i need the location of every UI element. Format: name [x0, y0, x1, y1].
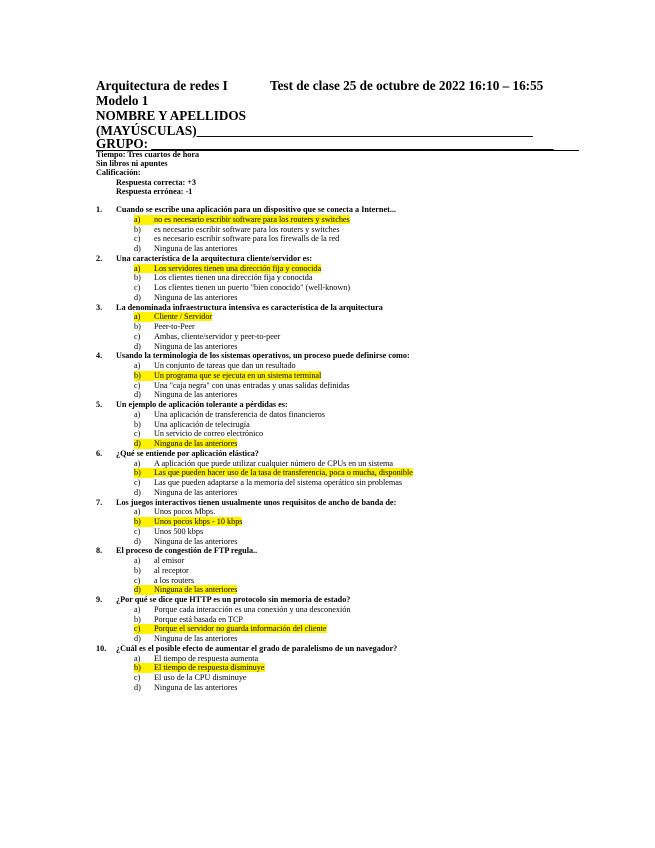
- option-text: Las que pueden hacer uso de la tasa de transferencia, poca o mucha, disponible: [154, 468, 413, 478]
- option-text: Las que pueden adaptarse a la memoria del sistema operático sin problemas: [154, 478, 403, 487]
- option-text: Una "caja negra" con unas entradas y unas salidas definidas: [154, 380, 350, 390]
- option-text: es necesario escribir software para los firewalls de la red: [154, 234, 340, 244]
- question-text: Cuando se escribe una aplicación para un dispositivo que se conecta a Internet...: [116, 205, 396, 214]
- option-letter: c): [134, 526, 141, 536]
- option-letter: a): [134, 458, 141, 468]
- option: [96, 615, 576, 625]
- option-text: Porque está basada en TCP: [154, 614, 243, 624]
- question: [96, 449, 576, 459]
- option-letter: c): [134, 575, 141, 585]
- option-letter: a): [134, 653, 141, 663]
- option-text: al receptor: [154, 565, 189, 575]
- option-letter: c): [134, 380, 141, 390]
- option-letter: b): [134, 419, 141, 429]
- option-letter: c): [134, 331, 141, 341]
- option-correct: [96, 439, 576, 449]
- option: [96, 234, 576, 244]
- question-number: 5.: [96, 400, 103, 409]
- option-letter: a): [134, 507, 141, 517]
- option-letter: d): [134, 487, 141, 497]
- wrong-score: Respuesta errónea: -1: [116, 186, 193, 196]
- option-letter: a): [134, 264, 154, 274]
- question-text: ¿Por qué se dice que HTTP es un protocolo sin memoria de estado?: [116, 595, 351, 604]
- option-text: Ambas, cliente/servidor y peer-to-peer: [154, 331, 281, 341]
- option-correct: [96, 585, 576, 595]
- option: [96, 566, 576, 576]
- option-letter: b): [134, 224, 141, 234]
- option-text: Porque el servidor no guarda información del cliente: [154, 624, 327, 634]
- option: [96, 390, 576, 400]
- option-letter: d): [134, 390, 141, 400]
- option-text: Ninguna de las anteriores: [154, 244, 238, 253]
- question-text: Los juegos interactivos tienen usualmente unos requisitos de ancho de banda de:: [116, 497, 397, 507]
- option: [96, 488, 576, 498]
- option-text: Unos pocos Mbps.: [154, 507, 216, 517]
- option: [96, 293, 576, 303]
- option: [96, 576, 576, 586]
- question: [96, 351, 576, 361]
- option-letter: a): [134, 361, 141, 370]
- name-label: NOMBRE Y APELLIDOS: [96, 108, 246, 123]
- option-correct: [96, 215, 576, 225]
- question-text: Una característica de la arquitectura cliente/servidor es:: [116, 253, 313, 263]
- books-label: Sin libros ni apuntes: [96, 159, 168, 169]
- option-text: El tiempo de respuesta disminuye: [154, 663, 265, 673]
- question-number: 3.: [96, 302, 103, 312]
- option: [96, 556, 576, 566]
- model-label: Modelo 1: [96, 93, 149, 108]
- caps-label: (MAYÚSCULAS)___________________________________________________: [96, 123, 533, 138]
- option: [96, 683, 576, 693]
- option-text: A aplicación que puede utilizar cualquier número de CPUs en un sistema: [154, 458, 393, 468]
- group-label: GRUPO: _____________________________________________________________: [96, 136, 554, 151]
- option: [96, 244, 576, 254]
- option-text: Un programa que se ejecuta en un sistema terminal: [154, 370, 322, 380]
- option-text: es necesario escribir software para los routers y switches: [154, 224, 340, 234]
- option: [96, 673, 576, 683]
- option-letter: a): [134, 556, 141, 565]
- question-number: 1.: [96, 205, 103, 214]
- question-number: 4.: [96, 351, 103, 361]
- option-letter: d): [134, 634, 141, 643]
- option-letter: d): [134, 292, 141, 302]
- option: [96, 410, 576, 420]
- option: [96, 527, 576, 537]
- question: [96, 546, 576, 556]
- option-letter: c): [134, 283, 141, 292]
- option: [96, 381, 576, 391]
- option-text: Ninguna de las anteriores: [154, 439, 238, 448]
- option-text: Ninguna de las anteriores: [154, 390, 238, 400]
- option-letter: b): [134, 371, 154, 381]
- question-text: Usando la terminología de los sistemas operativos, un proceso puede definirse como:: [116, 351, 410, 361]
- question-number: 9.: [96, 595, 103, 604]
- option-letter: b): [134, 273, 141, 283]
- option-letter: a): [134, 409, 141, 419]
- option-correct: [96, 517, 576, 527]
- question: [96, 303, 576, 313]
- grading-label: Calificación:: [96, 168, 141, 178]
- option-correct: [96, 264, 576, 274]
- question-text: ¿Cuál es el posible efecto de aumentar el grado de paralelismo de un navegador?: [116, 643, 398, 653]
- option: [96, 537, 576, 547]
- option-letter: c): [134, 429, 141, 439]
- option-letter: a): [134, 312, 154, 322]
- question-number: 7.: [96, 497, 103, 507]
- exam-meta: [96, 150, 199, 196]
- option-text: a los routers: [154, 575, 195, 585]
- question: [96, 205, 576, 215]
- option: [96, 429, 576, 439]
- question-number: 6.: [96, 448, 103, 458]
- option-text: Un servicio de correo electrónico: [154, 429, 264, 439]
- option: [96, 605, 576, 615]
- option-letter: d): [134, 585, 154, 595]
- option-text: Porque cada interacción es una conexión y una desconexión: [154, 604, 351, 614]
- option-letter: a): [134, 604, 141, 614]
- option-letter: c): [134, 624, 154, 634]
- question: [96, 498, 576, 508]
- option: [96, 332, 576, 342]
- option-letter: b): [134, 614, 141, 624]
- question-number: 2.: [96, 253, 103, 263]
- question-number: 10.: [96, 643, 107, 653]
- option: [96, 361, 576, 371]
- option: [96, 459, 576, 469]
- option-text: Cliente / Servidor: [154, 312, 213, 322]
- question-text: El proceso de congestión de FTP regula..: [116, 546, 258, 556]
- option-letter: d): [134, 341, 141, 351]
- option-correct: [96, 624, 576, 634]
- option-text: Un conjunto de tareas que dan un resultado: [154, 361, 296, 370]
- option-text: no es necesario escribir software para los routers y switches: [154, 214, 350, 224]
- option-text: Ninguna de las anteriores: [154, 487, 238, 497]
- test-title: Test de clase 25 de octubre de 2022 16:10 – 16:55: [270, 78, 544, 93]
- option-text: El tiempo de respuesta aumenta: [154, 653, 259, 663]
- option-letter: b): [134, 663, 154, 673]
- option: [96, 322, 576, 332]
- option-correct: [96, 371, 576, 381]
- option-text: Ninguna de las anteriores: [154, 682, 238, 692]
- option-text: Los clientes tienen un puerto "bien conocido" (well-known): [154, 283, 351, 292]
- option-text: Los clientes tienen una dirección fija y conocida: [154, 273, 313, 283]
- option-letter: a): [134, 215, 154, 225]
- question-list: [96, 205, 576, 693]
- option-letter: d): [134, 244, 141, 253]
- option-letter: b): [134, 322, 141, 331]
- option: [96, 420, 576, 430]
- option: [96, 634, 576, 644]
- option-correct: [96, 312, 576, 322]
- option: [96, 273, 576, 283]
- option: [96, 342, 576, 352]
- option-text: al emisor: [154, 556, 185, 565]
- option: [96, 225, 576, 235]
- option-letter: b): [134, 565, 141, 575]
- question-text: ¿Qué se entiende por aplicación elástica?: [116, 448, 259, 458]
- option-letter: b): [134, 468, 154, 478]
- question-text: Un ejemplo de aplicación tolerante a pérdidas es:: [116, 400, 288, 409]
- option-text: Ninguna de las anteriores: [154, 585, 238, 595]
- option-text: Ninguna de las anteriores: [154, 536, 238, 546]
- question: [96, 400, 576, 410]
- option-text: Los servidores tienen una dirección fija y conocida: [154, 263, 322, 273]
- option: [96, 654, 576, 664]
- option-correct: [96, 468, 576, 478]
- option-text: Unos pocos kbps - 10 kbps: [154, 517, 243, 526]
- option-letter: d): [134, 536, 141, 546]
- option-letter: c): [134, 478, 141, 487]
- option-text: Ninguna de las anteriores: [154, 292, 238, 302]
- question-text: La denominada infraestructura intensiva es característica de la arquitectura: [116, 302, 383, 312]
- option-text: El uso de la CPU disminuye: [154, 673, 247, 682]
- option-letter: d): [134, 439, 154, 449]
- question-number: 8.: [96, 546, 103, 556]
- option-text: Una aplicación de transferencia de datos financieros: [154, 409, 325, 419]
- option-text: Ninguna de las anteriores: [154, 341, 238, 351]
- option: [96, 507, 576, 517]
- option-letter: c): [134, 673, 141, 682]
- option-letter: d): [134, 682, 141, 692]
- question: [96, 595, 576, 605]
- option-letter: c): [134, 234, 141, 244]
- course-title: Arquitectura de redes I: [96, 78, 228, 93]
- option-text: Ninguna de las anteriores: [154, 634, 238, 643]
- option-correct: [96, 663, 576, 673]
- option-text: Unos 500 kbps: [154, 526, 204, 536]
- option: [96, 478, 576, 488]
- correct-score: Respuesta correcta: +3: [116, 177, 196, 187]
- time-label: Tiempo: Tres cuartos de hora: [96, 150, 200, 159]
- option: [96, 283, 576, 293]
- question: [96, 254, 576, 264]
- option-text: Peer-to-Peer: [154, 322, 195, 331]
- question: [96, 644, 576, 654]
- option-letter: b): [134, 517, 154, 527]
- option-text: Una aplicación de telecirugía: [154, 419, 250, 429]
